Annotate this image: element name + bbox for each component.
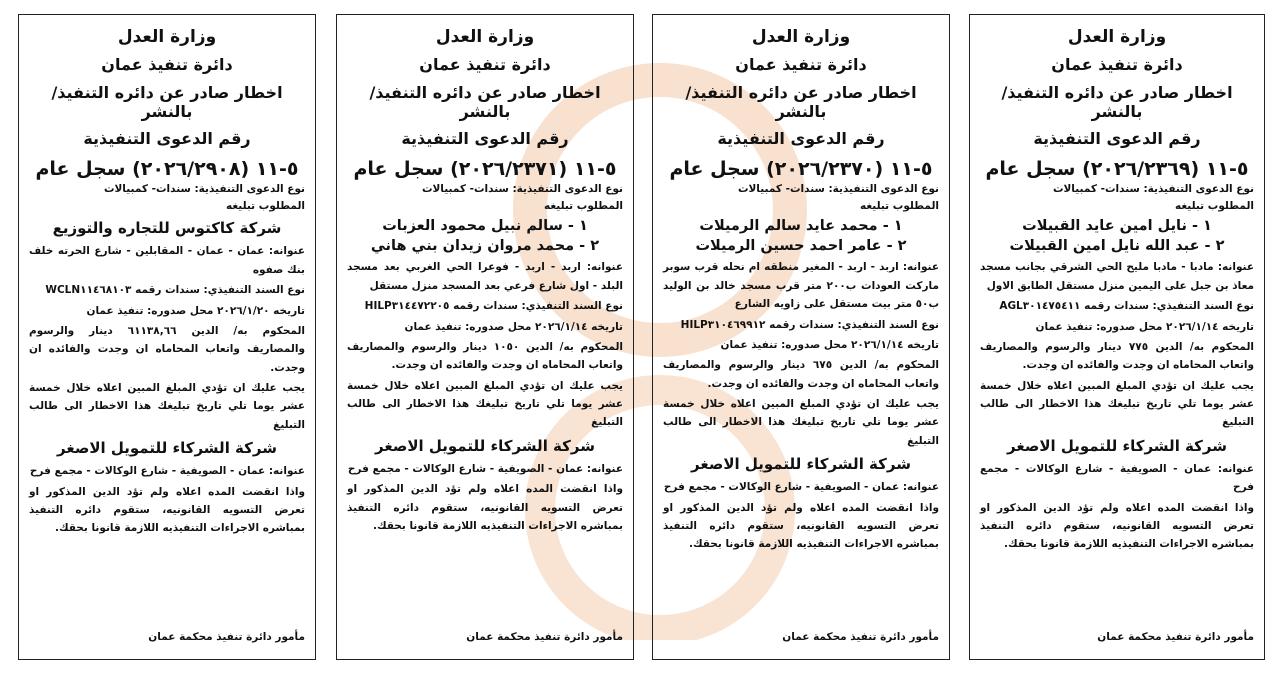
notice-card: [969, 14, 1265, 660]
case-number: ٥-١١ (٢٠٢٦/٢٩٠٨) سجل عام: [35, 158, 299, 181]
signature: مأمور دائرة تنفيذ محكمة عمان: [1097, 630, 1254, 643]
demand-text: يجب عليك ان تؤدي المبلغ المبين اعلاه خلال خمسة عشر يوما تلي تاريخ تبليغك هذا الاخطار الى طالب التبليغ: [980, 379, 1254, 429]
case-label: رقم الدعوى التنفيذية: [83, 128, 251, 148]
notice-title: اخطار صادر عن دائره التنفيذ/ بالنشر: [1001, 82, 1233, 121]
notice-card: [18, 14, 316, 660]
creditor-name: شركة الشركاء للتمويل الاصغر: [1007, 436, 1227, 455]
creditor-address: عنوانه: عمان - الصويفية - شارع الوكالات - مجمع فرح: [29, 465, 305, 478]
debtor-address: عنوانه: مادبا - مادبا مليح الحي الشرقي بجانب مسجد معاذ بن جبل على اليمين منزل مستقل الطابق الاول: [980, 261, 1254, 292]
signature: مأمور دائرة تنفيذ محكمة عمان: [148, 630, 305, 643]
debtor-address: عنوانه: اربد - اربد - المغير منطقه ام نحله قرب سوبر ماركت العودات ب٢٠٠ متر قرب مسجد خالد بن الوليد ب٥٠ متر بيت مستقل على زاويه الشارع: [663, 261, 940, 311]
required-label: المطلوب تبليغه: [860, 199, 939, 212]
creditor-name: شركة الشركاء للتمويل الاصغر: [691, 455, 911, 474]
case-label: رقم الدعوى التنفيذية: [717, 128, 885, 148]
bond-date: تاريخه ٢٠٢٦/١/١٤ محل صدوره: تنفيذ عمان: [1035, 320, 1254, 333]
warning-text: واذا انقضت المده اعلاه ولم تؤد الدين المذكور او تعرض التسويه القانونيه، ستقوم دائره التنفيذ بمباشره الاجراءات التنفيذيه اللازمة قانونا بحقك.: [980, 501, 1254, 551]
department-heading: دائرة تنفيذ عمان: [1051, 55, 1183, 75]
required-label: المطلوب تبليغه: [544, 199, 623, 212]
case-type: نوع الدعوى التنفيذية: سندات- كمبيالات: [103, 182, 305, 195]
department-heading: دائرة تنفيذ عمان: [101, 55, 233, 75]
notice-card: [652, 14, 950, 660]
ministry-heading: وزارة العدل: [1067, 27, 1167, 47]
bond-info: نوع السند التنفيذي: سندات رقمه HILP٣١٠٤٦٩٩١٢: [680, 318, 939, 331]
signature: مأمور دائرة تنفيذ محكمة عمان: [782, 630, 939, 643]
debtor-name: ١ - محمد عايد سالم الرميلات: [699, 218, 903, 235]
case-type: نوع الدعوى التنفيذية: سندات- كمبيالات: [421, 182, 623, 195]
debtor-name: ٢ - عبد الله نايل امين القبيلات: [1009, 238, 1225, 255]
warning-text: واذا انقضت المده اعلاه ولم تؤد الدين المذكور او تعرض التسويه القانونيه، ستقوم دائره التنفيذ بمباشره الاجراءات التنفيذيه اللازمة قانونا بحقك.: [347, 483, 623, 532]
notice-card: [336, 14, 634, 660]
demand-text: يجب عليك ان تؤدي المبلغ المبين اعلاه خلال خمسة عشر يوما تلي تاريخ تبليغك هذا الاخطار الى طالب التبليغ: [347, 379, 623, 429]
warning-text: واذا انقضت المده اعلاه ولم تؤد الدين المذكور او تعرض التسويه القانونيه، ستقوم دائره التنفيذ بمباشره الاجراءات التنفيذيه اللازمة قانونا بحقك.: [29, 485, 305, 535]
debtor-address: عنوانه: اربد - اربد - فوعرا الحي الغربي بعد مسجد البلد - اول شارع فرعي بعد المسجد منزل مستقل: [347, 261, 623, 292]
department-heading: دائرة تنفيذ عمان: [735, 55, 867, 75]
judgment-text: المحكوم به/ الدين ٦٧٥ دينار والرسوم والمصاريف واتعاب المحاماه ان وجدت والفائده ان وجدت.: [663, 359, 939, 390]
judgment-text: المحكوم به/ الدين ٧٧٥ دينار والرسوم والمصاريف واتعاب المحاماه ان وجدت والفائده ان وجدت.: [980, 340, 1254, 372]
ministry-heading: وزارة العدل: [117, 27, 217, 47]
signature: مأمور دائرة تنفيذ محكمة عمان: [466, 630, 623, 643]
case-number: ٥-١١ (٢٠٢٦/٢٣٦٩) سجل عام: [985, 158, 1249, 181]
bond-date: تاريخه ٢٠٢٦/١/١٤ محل صدوره: تنفيذ عمان: [404, 320, 623, 333]
demand-text: يجب عليك ان تؤدي المبلغ المبين اعلاه خلال خمسة عشر يوما تلي تاريخ تبليغك هذا الاخطار الى طالب التبليغ: [663, 398, 939, 447]
creditor-name: شركة الشركاء للتمويل الاصغر: [375, 436, 595, 455]
debtor-name: ٢ - محمد مروان زيدان بني هاني: [370, 238, 600, 255]
notice-title: اخطار صادر عن دائره التنفيذ/ بالنشر: [51, 82, 283, 121]
creditor-name: شركة الشركاء للتمويل الاصغر: [57, 439, 277, 458]
required-label: المطلوب تبليغه: [1175, 199, 1254, 212]
demand-text: يجب عليك ان تؤدي المبلغ المبين اعلاه خلال خمسة عشر يوما تلي تاريخ تبليغك هذا الاخطار الى طالب التبليغ: [29, 382, 305, 431]
case-label: رقم الدعوى التنفيذية: [1033, 128, 1201, 148]
notice-title: اخطار صادر عن دائره التنفيذ/ بالنشر: [369, 82, 601, 121]
debtor-name: ١ - سالم نبيل محمود العزبات: [382, 218, 588, 235]
judgment-text: المحكوم به/ الدين ٦١١٣٨,٦٦ دينار والرسوم والمصاريف واتعاب المحاماه ان وجدت والفائده ان وجدت.: [29, 324, 305, 374]
bond-date: تاريخه ٢٠٢٦/١/١٤ محل صدوره: تنفيذ عمان: [720, 338, 939, 351]
case-label: رقم الدعوى التنفيذية: [401, 128, 569, 148]
required-label: المطلوب تبليغه: [226, 199, 305, 212]
case-number: ٥-١١ (٢٠٢٦/٢٣٧١) سجل عام: [353, 158, 617, 181]
bond-info: نوع السند التنفيذي: سندات رقمه WCLN١١٤٦٨١٠٣: [45, 284, 305, 297]
debtor-address: عنوانه: عمان - عمان - المقابلين - شارع الحرته خلف بنك صفوه: [29, 245, 305, 276]
case-type: نوع الدعوى التنفيذية: سندات- كمبيالات: [737, 182, 939, 195]
ministry-heading: وزارة العدل: [435, 27, 535, 47]
bond-date: تاريخه ٢٠٢٦/١/٢٠ محل صدوره: تنفيذ عمان: [86, 304, 305, 317]
debtor-name: ١ - نايل امين عايد القبيلات: [1022, 218, 1212, 235]
case-type: نوع الدعوى التنفيذية: سندات- كمبيالات: [1052, 182, 1254, 195]
creditor-address: عنوانه: عمان - الصويفية - شارع الوكالات - مجمع فرح: [663, 481, 939, 494]
department-heading: دائرة تنفيذ عمان: [419, 55, 551, 75]
case-number: ٥-١١ (٢٠٢٦/٢٣٧٠) سجل عام: [669, 158, 933, 181]
bond-info: نوع السند التنفيذي: سندات رقمه HILP٣١٤٤٧٢٢٠٥: [364, 300, 623, 313]
warning-text: واذا انقضت المده اعلاه ولم تؤد الدين المذكور او تعرض التسويه القانونيه، ستقوم دائره التنفيذ بمباشره الاجراءات التنفيذيه اللازمة قانونا بحقك.: [663, 501, 939, 551]
creditor-address: عنوانه: عمان - الصويفية - شارع الوكالات - مجمع فرح: [980, 462, 1254, 494]
notice-title: اخطار صادر عن دائره التنفيذ/ بالنشر: [685, 82, 917, 121]
creditor-address: عنوانه: عمان - الصويفية - شارع الوكالات - مجمع فرح: [347, 462, 623, 475]
bond-info: نوع السند التنفيذي: سندات رقمه AGL٣٠١٤٧٥٤١١: [999, 300, 1254, 313]
debtor-name: ٢ - عامر احمد حسين الرميلات: [695, 238, 907, 255]
judgment-text: المحكوم به/ الدين ١٠٥٠ دينار والرسوم والمصاريف واتعاب المحاماه ان وجدت والفائده ان وجدت.: [347, 340, 623, 372]
debtor-company: شركة كاكتوس للتجاره والتوزيع: [52, 219, 282, 238]
ministry-heading: وزارة العدل: [751, 27, 851, 47]
